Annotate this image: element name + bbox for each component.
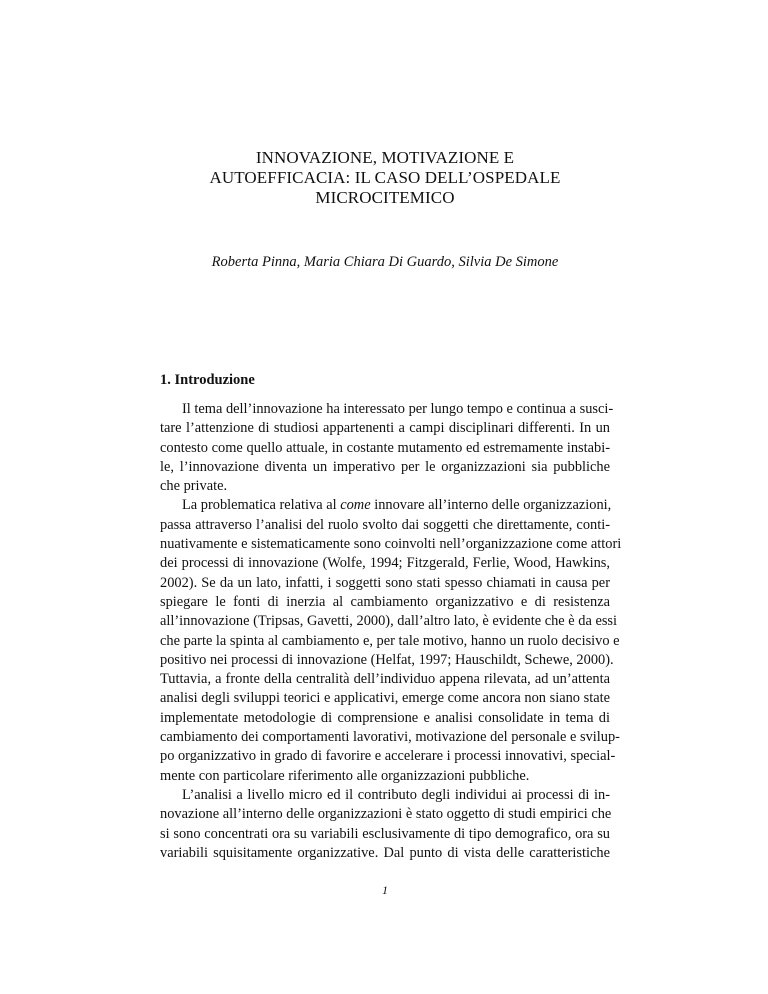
body-line: po organizzativo in grado di favorire e accelerare i processi innovativi, special-	[160, 748, 616, 765]
body-line: cambiamento dei comportamenti lavorativi, motivazione del personale e svilup-	[160, 729, 620, 746]
paper-title	[160, 148, 610, 208]
body-line: contesto come quello attuale, in costante mutamento ed estremamente instabi-	[160, 439, 610, 456]
body-line: Il tema dell’innovazione ha interessato per lungo tempo e continua a susci-	[182, 401, 614, 417]
body-line: nuativamente e sistematicamente sono coinvolti nell’organizzazione come attori	[160, 536, 622, 553]
body-line: analisi degli sviluppi teorici e applicativi, emerge come ancora non siano state	[160, 690, 610, 707]
body-line: si sono concentrati ora su variabili esclusivamente di tipo demografico, ora su	[160, 825, 610, 842]
section-body	[160, 400, 622, 863]
body-line: che parte la spinta al cambiamento e, per tale motivo, hanno un ruolo decisivo e	[160, 632, 620, 649]
author-name: Roberta Pinna	[211, 254, 297, 270]
body-line: spiegare le fonti di inerzia al cambiamento organizzativo e di resistenza	[160, 593, 610, 610]
body-line: L’analisi a livello micro ed il contributo degli individui ai processi di in-	[182, 786, 610, 803]
page-number: 1	[382, 883, 388, 897]
emphasized-word: come	[340, 497, 371, 514]
body-line: le, l’innovazione diventa un imperativo per le organizzazioni sia pubbliche	[160, 458, 610, 475]
body-line: 2002). Se da un lato, infatti, i soggetti sono stati spesso chiamati in causa per	[160, 574, 610, 591]
body-line: implementate metodologie di comprensione e analisi consolidate in tema di	[160, 709, 610, 726]
body-line: che private.	[160, 478, 228, 495]
body-line: Tuttavia, a fronte della centralità dell’individuo appena rilevata, ad un’attenta	[160, 671, 610, 688]
body-line: all’innovazione (Tripsas, Gavetti, 2000), dall’altro lato, è evidente che è da essi	[160, 613, 618, 630]
body-line-with-emphasis	[160, 496, 610, 515]
body-line: dei processi di innovazione (Wolfe, 1994; Fitzgerald, Ferlie, Wood, Hawkins,	[160, 555, 610, 572]
body-line: novazione all’interno delle organizzazioni è stato oggetto di studi empirici che	[160, 806, 612, 823]
body-line: passa attraverso l’analisi del ruolo svolto dai soggetti che direttamente, conti-	[160, 516, 610, 533]
author-separator: ,	[451, 254, 459, 270]
author-list	[160, 254, 610, 271]
body-text-run: innovare all’interno delle organizzazioni,	[370, 497, 612, 514]
body-text-run: La problematica relativa al	[182, 497, 341, 514]
title-line-1: INNOVAZIONE, MOTIVAZIONE E	[255, 148, 515, 167]
author-separator: ,	[296, 254, 304, 270]
author-name: Maria Chiara Di Guardo	[303, 254, 452, 270]
body-line: tare l’attenzione di studiosi appartenenti a campi disciplinari differenti. In un	[160, 420, 610, 437]
body-line: variabili squisitamente organizzative. Dal punto di vista delle caratteristiche	[160, 844, 610, 861]
body-line: mente con particolare riferimento alle organizzazioni pubbliche.	[160, 767, 530, 784]
body-line: positivo nei processi di innovazione (Helfat, 1997; Hauschildt, Schewe, 2000).	[160, 651, 614, 668]
title-line-3: MICROCITEMICO	[315, 188, 455, 207]
author-name: Silvia De Simone	[458, 254, 559, 270]
section-heading: 1. Introduzione	[160, 372, 255, 388]
title-line-2: AUTOEFFICACIA: IL CASO DELL’OSPEDALE	[209, 168, 561, 187]
